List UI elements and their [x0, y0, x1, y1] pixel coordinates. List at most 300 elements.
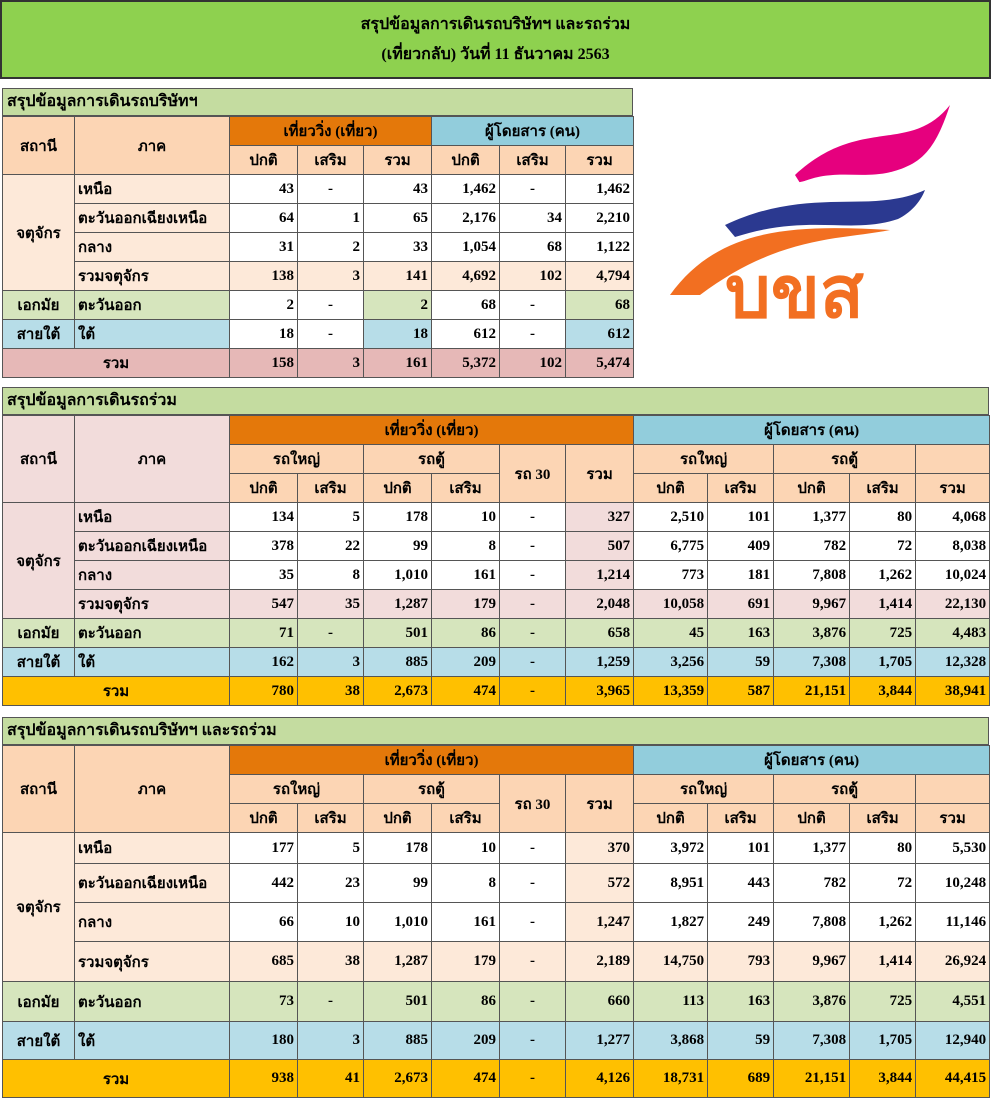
section1-table: [2, 116, 634, 378]
value-cell: 161: [364, 349, 432, 378]
value-cell: 101: [708, 503, 774, 532]
value-cell: 249: [708, 903, 774, 942]
value-cell: 161: [432, 561, 500, 590]
header-extra: เสริม: [708, 474, 774, 503]
value-cell: 378: [230, 532, 298, 561]
header-big-bus: รถใหญ่: [230, 445, 364, 474]
header-extra: เสริม: [500, 146, 566, 175]
value-cell: 501: [364, 982, 432, 1022]
value-cell: 782: [774, 532, 850, 561]
value-cell: -: [500, 942, 566, 982]
value-cell: 1,287: [364, 942, 432, 982]
value-cell: 181: [708, 561, 774, 590]
value-cell: 3: [298, 349, 364, 378]
header-big-bus: รถใหญ่: [634, 775, 774, 804]
value-cell: 80: [850, 833, 916, 864]
value-cell: 2,510: [634, 503, 708, 532]
value-cell: 1,259: [566, 648, 634, 677]
value-cell: 3: [298, 262, 364, 291]
value-cell: 1,462: [432, 175, 500, 204]
value-cell: 4,692: [432, 262, 500, 291]
table-row: [3, 619, 990, 648]
header-total: รวม: [916, 474, 990, 503]
table-row: [3, 233, 634, 262]
value-cell: 1,262: [850, 903, 916, 942]
header-region: ภาค: [75, 117, 230, 175]
region-cell: รวมจตุจักร: [75, 262, 230, 291]
value-cell: 158: [230, 349, 298, 378]
value-cell: 370: [566, 833, 634, 864]
value-cell: 3,844: [850, 677, 916, 706]
value-cell: 86: [432, 619, 500, 648]
value-cell: 12,328: [916, 648, 990, 677]
value-cell: 691: [708, 590, 774, 619]
value-cell: 178: [364, 503, 432, 532]
value-cell: 885: [364, 648, 432, 677]
header-trips: เที่ยววิ่ง (เที่ยว): [230, 746, 634, 775]
value-cell: 66: [230, 903, 298, 942]
value-cell: -: [500, 320, 566, 349]
header-total: รวม: [364, 146, 432, 175]
value-cell: -: [500, 291, 566, 320]
value-cell: 1,010: [364, 903, 432, 942]
value-cell: 33: [364, 233, 432, 262]
region-cell: รวมจตุจักร: [75, 590, 230, 619]
value-cell: 3,876: [774, 619, 850, 648]
value-cell: 9,967: [774, 590, 850, 619]
value-cell: 938: [230, 1060, 298, 1098]
grand-total-label: รวม: [3, 349, 230, 378]
region-cell: ใต้: [75, 648, 230, 677]
value-cell: 11,146: [916, 903, 990, 942]
value-cell: 72: [850, 532, 916, 561]
value-cell: 612: [566, 320, 634, 349]
header-normal: ปกติ: [634, 804, 708, 833]
value-cell: 2,189: [566, 942, 634, 982]
header-extra: เสริม: [432, 804, 500, 833]
value-cell: 2: [364, 291, 432, 320]
value-cell: 209: [432, 648, 500, 677]
value-cell: 5: [298, 833, 364, 864]
value-cell: 86: [432, 982, 500, 1022]
station-cell: เอกมัย: [3, 291, 75, 320]
value-cell: 2,210: [566, 204, 634, 233]
value-cell: 1,462: [566, 175, 634, 204]
header-total: รวม: [566, 775, 634, 833]
logo-text: บขส: [725, 250, 864, 334]
value-cell: 3,868: [634, 1022, 708, 1060]
value-cell: 22: [298, 532, 364, 561]
header-van: รถตู้: [364, 775, 500, 804]
header-van: รถตู้: [774, 775, 916, 804]
value-cell: 780: [230, 677, 298, 706]
table-row: [3, 503, 990, 532]
value-cell: 180: [230, 1022, 298, 1060]
value-cell: 18: [230, 320, 298, 349]
value-cell: 5,372: [432, 349, 500, 378]
value-cell: -: [500, 503, 566, 532]
value-cell: 13,359: [634, 677, 708, 706]
header-normal: ปกติ: [230, 804, 298, 833]
value-cell: 10,058: [634, 590, 708, 619]
value-cell: 793: [708, 942, 774, 982]
header-normal: ปกติ: [364, 804, 432, 833]
value-cell: 782: [774, 864, 850, 903]
value-cell: 10: [432, 503, 500, 532]
station-cell: สายใต้: [3, 648, 75, 677]
value-cell: -: [500, 903, 566, 942]
value-cell: 507: [566, 532, 634, 561]
header-extra: เสริม: [708, 804, 774, 833]
region-cell: กลาง: [75, 561, 230, 590]
value-cell: 572: [566, 864, 634, 903]
station-cell: จตุจักร: [3, 503, 75, 619]
value-cell: 327: [566, 503, 634, 532]
station-cell: จตุจักร: [3, 175, 75, 291]
table-row: [3, 942, 990, 982]
header-normal: ปกติ: [774, 804, 850, 833]
grand-total-label: รวม: [3, 677, 230, 706]
value-cell: 14,750: [634, 942, 708, 982]
header-total: รวม: [566, 445, 634, 503]
header-blank: [916, 445, 990, 474]
value-cell: 409: [708, 532, 774, 561]
value-cell: -: [500, 677, 566, 706]
header-normal: ปกติ: [634, 474, 708, 503]
value-cell: 7,308: [774, 648, 850, 677]
grand-total-label: รวม: [3, 1060, 230, 1098]
header-blank: [916, 775, 990, 804]
header-big-bus: รถใหญ่: [634, 445, 774, 474]
header-bus30: รถ 30: [500, 775, 566, 833]
value-cell: 3,965: [566, 677, 634, 706]
value-cell: 18: [364, 320, 432, 349]
report-header: [0, 0, 991, 79]
station-cell: จตุจักร: [3, 833, 75, 982]
value-cell: 21,151: [774, 677, 850, 706]
section3-title: สรุปข้อมูลการเดินรถบริษัทฯ และรถร่วม: [2, 717, 989, 745]
table-row: [3, 982, 990, 1022]
value-cell: -: [298, 320, 364, 349]
value-cell: 689: [708, 1060, 774, 1098]
station-cell: สายใต้: [3, 1022, 75, 1060]
value-cell: 68: [566, 291, 634, 320]
value-cell: 21,151: [774, 1060, 850, 1098]
value-cell: 474: [432, 1060, 500, 1098]
value-cell: 26,924: [916, 942, 990, 982]
value-cell: 1,214: [566, 561, 634, 590]
value-cell: 178: [364, 833, 432, 864]
header-bus30: รถ 30: [500, 445, 566, 503]
value-cell: 43: [230, 175, 298, 204]
value-cell: 443: [708, 864, 774, 903]
value-cell: 72: [850, 864, 916, 903]
region-cell: ตะวันออกเฉียงเหนือ: [75, 532, 230, 561]
value-cell: 442: [230, 864, 298, 903]
table-row: [3, 262, 634, 291]
station-cell: เอกมัย: [3, 619, 75, 648]
value-cell: 64: [230, 204, 298, 233]
value-cell: -: [500, 561, 566, 590]
value-cell: 8,038: [916, 532, 990, 561]
value-cell: 6,775: [634, 532, 708, 561]
value-cell: 2: [298, 233, 364, 262]
table-row: [3, 291, 634, 320]
value-cell: 5,474: [566, 349, 634, 378]
value-cell: 1,377: [774, 503, 850, 532]
value-cell: 2,176: [432, 204, 500, 233]
table-row: [3, 320, 634, 349]
value-cell: 1,247: [566, 903, 634, 942]
value-cell: 134: [230, 503, 298, 532]
header-extra: เสริม: [298, 804, 364, 833]
table-row: [3, 864, 990, 903]
value-cell: 45: [634, 619, 708, 648]
value-cell: 1: [298, 204, 364, 233]
value-cell: 1,705: [850, 648, 916, 677]
value-cell: 35: [230, 561, 298, 590]
value-cell: 8: [298, 561, 364, 590]
value-cell: 43: [364, 175, 432, 204]
value-cell: -: [500, 648, 566, 677]
value-cell: 141: [364, 262, 432, 291]
region-cell: กลาง: [75, 233, 230, 262]
value-cell: 23: [298, 864, 364, 903]
value-cell: 163: [708, 619, 774, 648]
value-cell: 59: [708, 1022, 774, 1060]
value-cell: 44,415: [916, 1060, 990, 1098]
value-cell: 179: [432, 590, 500, 619]
value-cell: 4,551: [916, 982, 990, 1022]
header-passengers: ผู้โดยสาร (คน): [634, 746, 990, 775]
value-cell: 113: [634, 982, 708, 1022]
header-extra: เสริม: [850, 804, 916, 833]
value-cell: 10: [432, 833, 500, 864]
header-trips: เที่ยววิ่ง (เที่ยว): [230, 416, 634, 445]
value-cell: 1,277: [566, 1022, 634, 1060]
header-van: รถตู้: [364, 445, 500, 474]
value-cell: 7,808: [774, 561, 850, 590]
value-cell: -: [298, 175, 364, 204]
value-cell: 10: [298, 903, 364, 942]
header-big-bus: รถใหญ่: [230, 775, 364, 804]
value-cell: 4,483: [916, 619, 990, 648]
station-cell: สายใต้: [3, 320, 75, 349]
value-cell: 1,262: [850, 561, 916, 590]
value-cell: 474: [432, 677, 500, 706]
value-cell: 2,673: [364, 1060, 432, 1098]
value-cell: 34: [500, 204, 566, 233]
value-cell: 1,287: [364, 590, 432, 619]
value-cell: 1,827: [634, 903, 708, 942]
value-cell: 18,731: [634, 1060, 708, 1098]
value-cell: 71: [230, 619, 298, 648]
value-cell: 163: [708, 982, 774, 1022]
header-van: รถตู้: [774, 445, 916, 474]
value-cell: -: [500, 1060, 566, 1098]
region-cell: ใต้: [75, 320, 230, 349]
value-cell: 102: [500, 262, 566, 291]
header-region: ภาค: [75, 416, 230, 503]
value-cell: -: [500, 532, 566, 561]
value-cell: -: [298, 619, 364, 648]
value-cell: -: [500, 833, 566, 864]
value-cell: 9,967: [774, 942, 850, 982]
region-cell: ตะวันออก: [75, 619, 230, 648]
value-cell: 179: [432, 942, 500, 982]
value-cell: 658: [566, 619, 634, 648]
region-cell: เหนือ: [75, 503, 230, 532]
value-cell: 660: [566, 982, 634, 1022]
value-cell: 2,048: [566, 590, 634, 619]
value-cell: 7,308: [774, 1022, 850, 1060]
value-cell: 3,876: [774, 982, 850, 1022]
value-cell: 12,940: [916, 1022, 990, 1060]
table-row: [3, 903, 990, 942]
grand-total-row: [3, 1060, 990, 1098]
header-normal: ปกติ: [230, 474, 298, 503]
report-title: สรุปข้อมูลการเดินรถบริษัทฯ และรถร่วม: [360, 16, 631, 33]
header-extra: เสริม: [298, 474, 364, 503]
value-cell: 8: [432, 864, 500, 903]
section3-table: [2, 745, 990, 1098]
value-cell: 1,122: [566, 233, 634, 262]
value-cell: 68: [500, 233, 566, 262]
value-cell: 4,068: [916, 503, 990, 532]
value-cell: 5,530: [916, 833, 990, 864]
value-cell: 99: [364, 864, 432, 903]
value-cell: 5: [298, 503, 364, 532]
value-cell: 138: [230, 262, 298, 291]
value-cell: 102: [500, 349, 566, 378]
header-extra: เสริม: [298, 146, 364, 175]
value-cell: 80: [850, 503, 916, 532]
value-cell: 685: [230, 942, 298, 982]
value-cell: 99: [364, 532, 432, 561]
table-row: [3, 648, 990, 677]
table-row: [3, 204, 634, 233]
table-row: [3, 1022, 990, 1060]
value-cell: 1,010: [364, 561, 432, 590]
value-cell: -: [500, 175, 566, 204]
value-cell: 725: [850, 619, 916, 648]
value-cell: -: [500, 864, 566, 903]
table-row: [3, 590, 990, 619]
value-cell: 725: [850, 982, 916, 1022]
value-cell: 162: [230, 648, 298, 677]
value-cell: 38: [298, 677, 364, 706]
header-normal: ปกติ: [432, 146, 500, 175]
value-cell: 101: [708, 833, 774, 864]
section2-table: [2, 415, 990, 706]
value-cell: 885: [364, 1022, 432, 1060]
region-cell: เหนือ: [75, 833, 230, 864]
section2-title: สรุปข้อมูลการเดินรถร่วม: [2, 387, 989, 415]
value-cell: 612: [432, 320, 500, 349]
value-cell: 1,054: [432, 233, 500, 262]
header-passengers: ผู้โดยสาร (คน): [432, 117, 634, 146]
value-cell: 4,794: [566, 262, 634, 291]
value-cell: 3: [298, 1022, 364, 1060]
station-cell: เอกมัย: [3, 982, 75, 1022]
value-cell: 10,248: [916, 864, 990, 903]
value-cell: 73: [230, 982, 298, 1022]
value-cell: 8,951: [634, 864, 708, 903]
value-cell: 35: [298, 590, 364, 619]
value-cell: -: [500, 619, 566, 648]
value-cell: 31: [230, 233, 298, 262]
value-cell: 1,377: [774, 833, 850, 864]
value-cell: 2: [230, 291, 298, 320]
report-subtitle: (เที่ยวกลับ) วันที่ 11 ธันวาคม 2563: [381, 46, 610, 63]
value-cell: 3: [298, 648, 364, 677]
header-normal: ปกติ: [364, 474, 432, 503]
header-normal: ปกติ: [774, 474, 850, 503]
region-cell: ตะวันออกเฉียงเหนือ: [75, 204, 230, 233]
value-cell: 501: [364, 619, 432, 648]
table-row: [3, 833, 990, 864]
value-cell: 59: [708, 648, 774, 677]
region-cell: กลาง: [75, 903, 230, 942]
value-cell: -: [500, 1022, 566, 1060]
table-row: [3, 175, 634, 204]
region-cell: ตะวันออก: [75, 982, 230, 1022]
header-normal: ปกติ: [230, 146, 298, 175]
value-cell: 41: [298, 1060, 364, 1098]
value-cell: 10,024: [916, 561, 990, 590]
table-row: [3, 561, 990, 590]
value-cell: 1,414: [850, 942, 916, 982]
header-station: สถานี: [3, 746, 75, 833]
value-cell: 3,256: [634, 648, 708, 677]
value-cell: 1,705: [850, 1022, 916, 1060]
value-cell: -: [500, 982, 566, 1022]
value-cell: 68: [432, 291, 500, 320]
value-cell: 38,941: [916, 677, 990, 706]
bks-logo: [640, 95, 990, 345]
grand-total-row: [3, 349, 634, 378]
section1-title: สรุปข้อมูลการเดินรถบริษัทฯ: [2, 88, 633, 116]
value-cell: 1,414: [850, 590, 916, 619]
value-cell: 7,808: [774, 903, 850, 942]
table-row: [3, 532, 990, 561]
value-cell: 8: [432, 532, 500, 561]
value-cell: 22,130: [916, 590, 990, 619]
value-cell: -: [298, 291, 364, 320]
header-extra: เสริม: [850, 474, 916, 503]
region-cell: รวมจตุจักร: [75, 942, 230, 982]
value-cell: 547: [230, 590, 298, 619]
region-cell: ใต้: [75, 1022, 230, 1060]
region-cell: ตะวันออก: [75, 291, 230, 320]
header-total: รวม: [566, 146, 634, 175]
logo-pink-stripe: [795, 105, 950, 183]
value-cell: 65: [364, 204, 432, 233]
header-passengers: ผู้โดยสาร (คน): [634, 416, 990, 445]
value-cell: 177: [230, 833, 298, 864]
value-cell: 3,844: [850, 1060, 916, 1098]
header-extra: เสริม: [432, 474, 500, 503]
header-region: ภาค: [75, 746, 230, 833]
header-trips: เที่ยววิ่ง (เที่ยว): [230, 117, 432, 146]
grand-total-row: [3, 677, 990, 706]
value-cell: 587: [708, 677, 774, 706]
header-station: สถานี: [3, 117, 75, 175]
value-cell: 4,126: [566, 1060, 634, 1098]
value-cell: -: [500, 590, 566, 619]
value-cell: 161: [432, 903, 500, 942]
value-cell: 3,972: [634, 833, 708, 864]
